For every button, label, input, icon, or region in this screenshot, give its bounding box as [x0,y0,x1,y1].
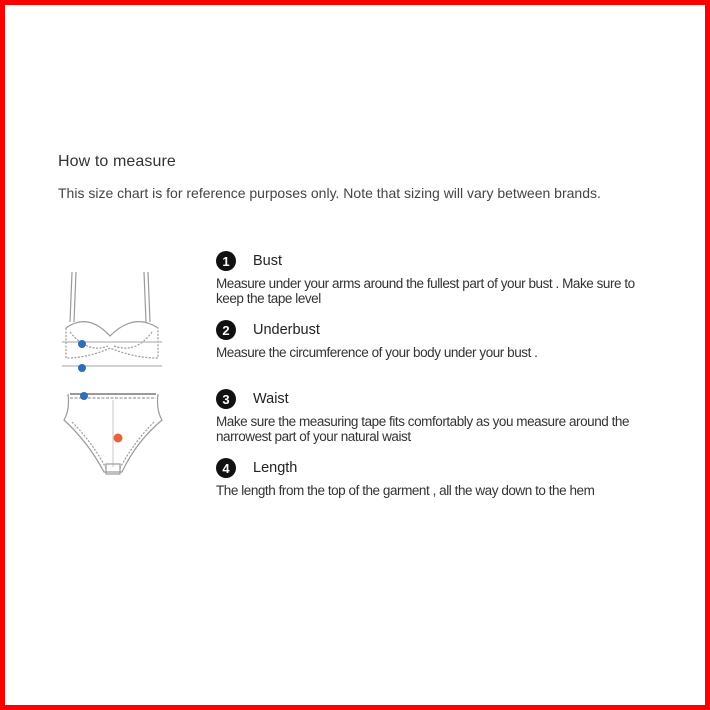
page-title: How to measure [58,153,176,170]
item-description: The length from the top of the garment , all the way down to the hem [216,483,595,498]
waist-marker-icon [80,392,88,400]
bra-diagram-icon [62,272,162,366]
briefs-diagram-icon [64,394,162,474]
underbust-marker-icon [78,364,86,372]
number-2-icon: 2 [216,320,236,340]
item-title: Waist [253,391,289,407]
item-description: Measure under your arms around the fullest part of your bust . Make sure to keep the tape level [216,276,635,306]
garment-illustration [48,262,178,482]
item-title: Bust [253,253,283,269]
page-subtitle: This size chart is for reference purposes only. Note that sizing will vary between brands. [58,185,601,201]
length-marker-icon [114,434,123,443]
item-title: Underbust [253,322,320,338]
measure-item-waist [216,388,646,444]
measure-item-bust [216,250,646,306]
number-1-icon: 1 [216,251,236,271]
number-4-icon: 4 [216,458,236,478]
bust-marker-icon [78,340,86,348]
number-3-icon: 3 [216,389,236,409]
item-title: Length [253,460,298,476]
measure-item-length [216,457,646,498]
item-description: Measure the circumference of your body under your bust . [216,345,538,360]
measure-item-underbust [216,319,646,360]
item-description: Make sure the measuring tape fits comfortably as you measure around the narrowest part of your natural waist [216,414,630,444]
